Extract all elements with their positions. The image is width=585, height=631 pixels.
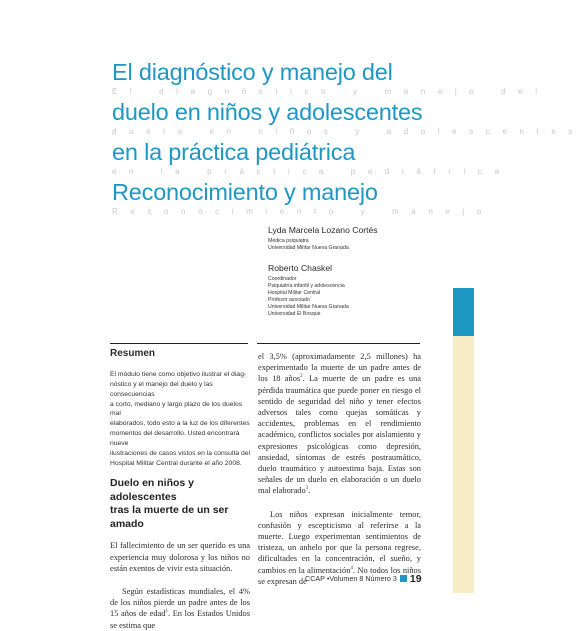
bullet-icon: • (324, 574, 330, 583)
title-text: El diagnóstico y manejo del (112, 59, 393, 85)
title-text: en la práctica pediátrica (112, 139, 356, 165)
author-name: Roberto Chaskel (268, 263, 333, 273)
author-affiliation: Universidad El Bosque (268, 311, 321, 317)
text-run: . En los Estados Unidos se estima que (110, 609, 251, 630)
author-affiliation: Psiquiatría infantil y adolescencia (268, 283, 345, 289)
title-ghost-text: en la práctica pediátrica (112, 167, 512, 176)
resumen-heading: Resumen (110, 348, 156, 359)
author-2 (268, 263, 458, 318)
author-affiliation: Hospital Militar Central (268, 290, 321, 296)
journal-volume: Volumen 8 Número 3 (329, 574, 397, 583)
author-1 (268, 225, 458, 252)
right-column (258, 351, 421, 587)
title-line (112, 139, 512, 180)
side-accent-tab (453, 288, 474, 336)
title-line (112, 99, 585, 140)
abstract-line: Hospital Militar Central durante el año 2008. (110, 459, 242, 467)
text-run: Según estadísticas mundiales, el 4% de los niños pierde un padre antes de los 15 años de edad (110, 587, 250, 619)
body-paragraph (110, 586, 250, 631)
abstract-line: ilustraciones de casos vistos en la consulta del (110, 449, 250, 457)
abstract-line: El módulo tiene como objetivo ilustrar el diag- (110, 371, 247, 378)
square-icon (400, 575, 407, 582)
article-title (112, 59, 585, 220)
abstract (110, 370, 250, 468)
abstract-line: elaborados, todo esto a la luz de los diferentes (110, 420, 250, 428)
body-paragraph (258, 351, 421, 497)
abstract-line: a corto, mediano y largo plazo de los duelos mal (110, 400, 243, 418)
title-ghost-text: duelo en niños y adolescentes (112, 127, 585, 136)
title-ghost-text: El diagnóstico y manejo del (112, 87, 550, 96)
title-text: duelo en niños y adolescentes (112, 99, 423, 125)
text-run: el 3,5% (aproximadamente 2,5 millones) ha experimentado la muerte de un padre antes de los 18 años (258, 352, 421, 384)
citation-ref: 4 (350, 565, 353, 571)
author-affiliation: Universidad Militar Nueva Granada (268, 304, 349, 310)
title-line (112, 179, 494, 220)
author-affiliation: Médica psiquiatra (268, 238, 309, 244)
citation-ref: 3 (305, 486, 309, 492)
text-run: . (308, 486, 311, 496)
column-rule (257, 343, 420, 344)
author-block (268, 225, 458, 318)
section-heading-line: Duelo en niños y adolescentes (110, 477, 195, 503)
side-accent-panel (453, 336, 474, 593)
column-rule (110, 343, 248, 344)
title-ghost-text: Reconocimiento y manejo (112, 207, 494, 216)
page-number: 19 (409, 573, 422, 585)
author-affiliation: Coordinador (268, 276, 297, 282)
journal-name: CCAP (305, 574, 325, 583)
abstract-line: nóstico y el manejo del duelo y las consecuencias (110, 380, 213, 398)
text-run: . No todos los niños se expresan de (258, 565, 421, 586)
author-affiliation: Universidad Militar Nueva Granada (268, 245, 349, 251)
author-affiliation: Profesor asociado (268, 297, 310, 303)
body-paragraph: El fallecimiento de un ser querido es una experiencia muy dolorosa y los niños no están exentos de vivir esta situación. (110, 541, 250, 573)
left-column (110, 348, 250, 631)
citation-ref: 2 (300, 374, 303, 380)
citation-ref: 1 (165, 609, 168, 615)
section-heading (110, 477, 250, 531)
text-run: . La muerte de un padre es una pérdida traumática que puede poner en riesgo el sentido de seguridad del niño y tener efectos adversos tales como quejas somáticas y accidentes, problemas en el rendimiento académico, conflictos sociales por aislamiento y expresiones psicológicas como depresión, ansiedad, síntomas de estrés postraumático, duelo traumático y autoestima baja. Estas son señales de un duelo en elaboración o un duelo mal elaborado (258, 374, 421, 496)
title-line (112, 59, 550, 100)
page-footer (305, 573, 455, 587)
text-run: Los niños expresan inicialmente temor, confusión y escepticismo al referirse a la muerte. Luego experimentan sentimientos de tristeza, un anhelo por que la persona regrese, dificultades en la concentración, el sueño, y cambios en la alimentación (258, 509, 421, 575)
abstract-line: momentos del desarrollo. Usted encontrará nueve (110, 430, 240, 447)
title-text: Reconocimiento y manejo (112, 179, 378, 205)
section-heading-line: tras la muerte de un ser amado (110, 504, 229, 530)
author-name: Lyda Marcela Lozano Cortés (268, 225, 378, 235)
